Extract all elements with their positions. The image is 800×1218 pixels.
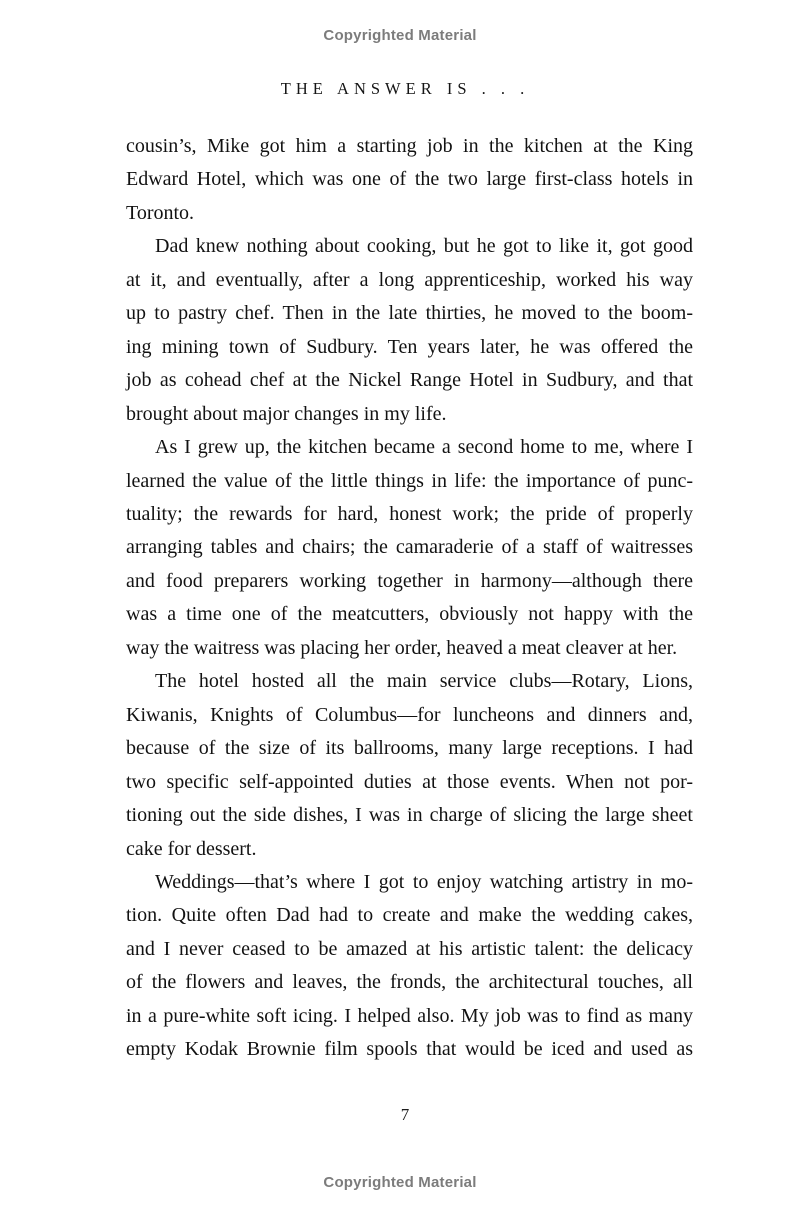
body-line: job as cohead chef at the Nickel Range Hotel in Sudbury, and that <box>126 369 693 392</box>
body-line: and food preparers working together in harmony—although there <box>126 569 693 592</box>
body-line: Dad knew nothing about cooking, but he got to like it, got good <box>155 235 693 258</box>
body-line: brought about major changes in my life. <box>126 402 447 425</box>
body-line: Weddings—that’s where I got to enjoy watching artistry in mo- <box>155 870 693 893</box>
body-line: because of the size of its ballrooms, many large receptions. I had <box>126 737 693 760</box>
body-line: As I grew up, the kitchen became a second home to me, where I <box>155 436 693 459</box>
body-line: The hotel hosted all the main service clubs—Rotary, Lions, <box>155 670 693 693</box>
body-line: two specific self-appointed duties at those events. When not por- <box>126 770 693 793</box>
body-line: tuality; the rewards for hard, honest work; the pride of properly <box>126 502 693 525</box>
body-line: way the waitress was placing her order, heaved a meat cleaver at her. <box>126 636 678 659</box>
body-line: up to pastry chef. Then in the late thirties, he moved to the boom- <box>126 302 693 325</box>
copyright-notice-bottom: Copyrighted Material <box>323 1174 477 1191</box>
body-line: ing mining town of Sudbury. Ten years later, he was offered the <box>126 335 693 358</box>
body-line: arranging tables and chairs; the camaraderie of a staff of waitresses <box>126 536 693 559</box>
body-line: was a time one of the meatcutters, obviously not happy with the <box>126 603 693 626</box>
body-line: in a pure-white soft icing. I helped also. My job was to find as many <box>126 1004 693 1027</box>
body-line: and I never ceased to be amazed at his artistic talent: the delicacy <box>126 937 693 960</box>
copyright-notice-top: Copyrighted Material <box>323 27 477 44</box>
body-line: cake for dessert. <box>126 837 257 860</box>
body-line: cousin’s, Mike got him a starting job in the kitchen at the King <box>126 135 693 157</box>
body-line: tioning out the side dishes, I was in charge of slicing the large sheet <box>126 804 693 827</box>
body-line: of the flowers and leaves, the fronds, the architectural touches, all <box>126 971 693 994</box>
body-line: at it, and eventually, after a long apprenticeship, worked his way <box>126 268 693 291</box>
body-line: learned the value of the little things in life: the importance of punc- <box>126 469 693 492</box>
body-line: empty Kodak Brownie film spools that would be iced and used as <box>126 1038 693 1061</box>
page-body <box>126 130 693 1067</box>
page-number: 7 <box>400 1105 410 1124</box>
body-line: Toronto. <box>126 201 195 224</box>
running-header: THE ANSWER IS . . . <box>280 79 530 98</box>
body-line: Edward Hotel, which was one of the two large first-class hotels in <box>126 168 693 191</box>
body-line: Kiwanis, Knights of Columbus—for luncheons and dinners and, <box>126 703 693 726</box>
body-line: tion. Quite often Dad had to create and make the wedding cakes, <box>126 904 693 927</box>
